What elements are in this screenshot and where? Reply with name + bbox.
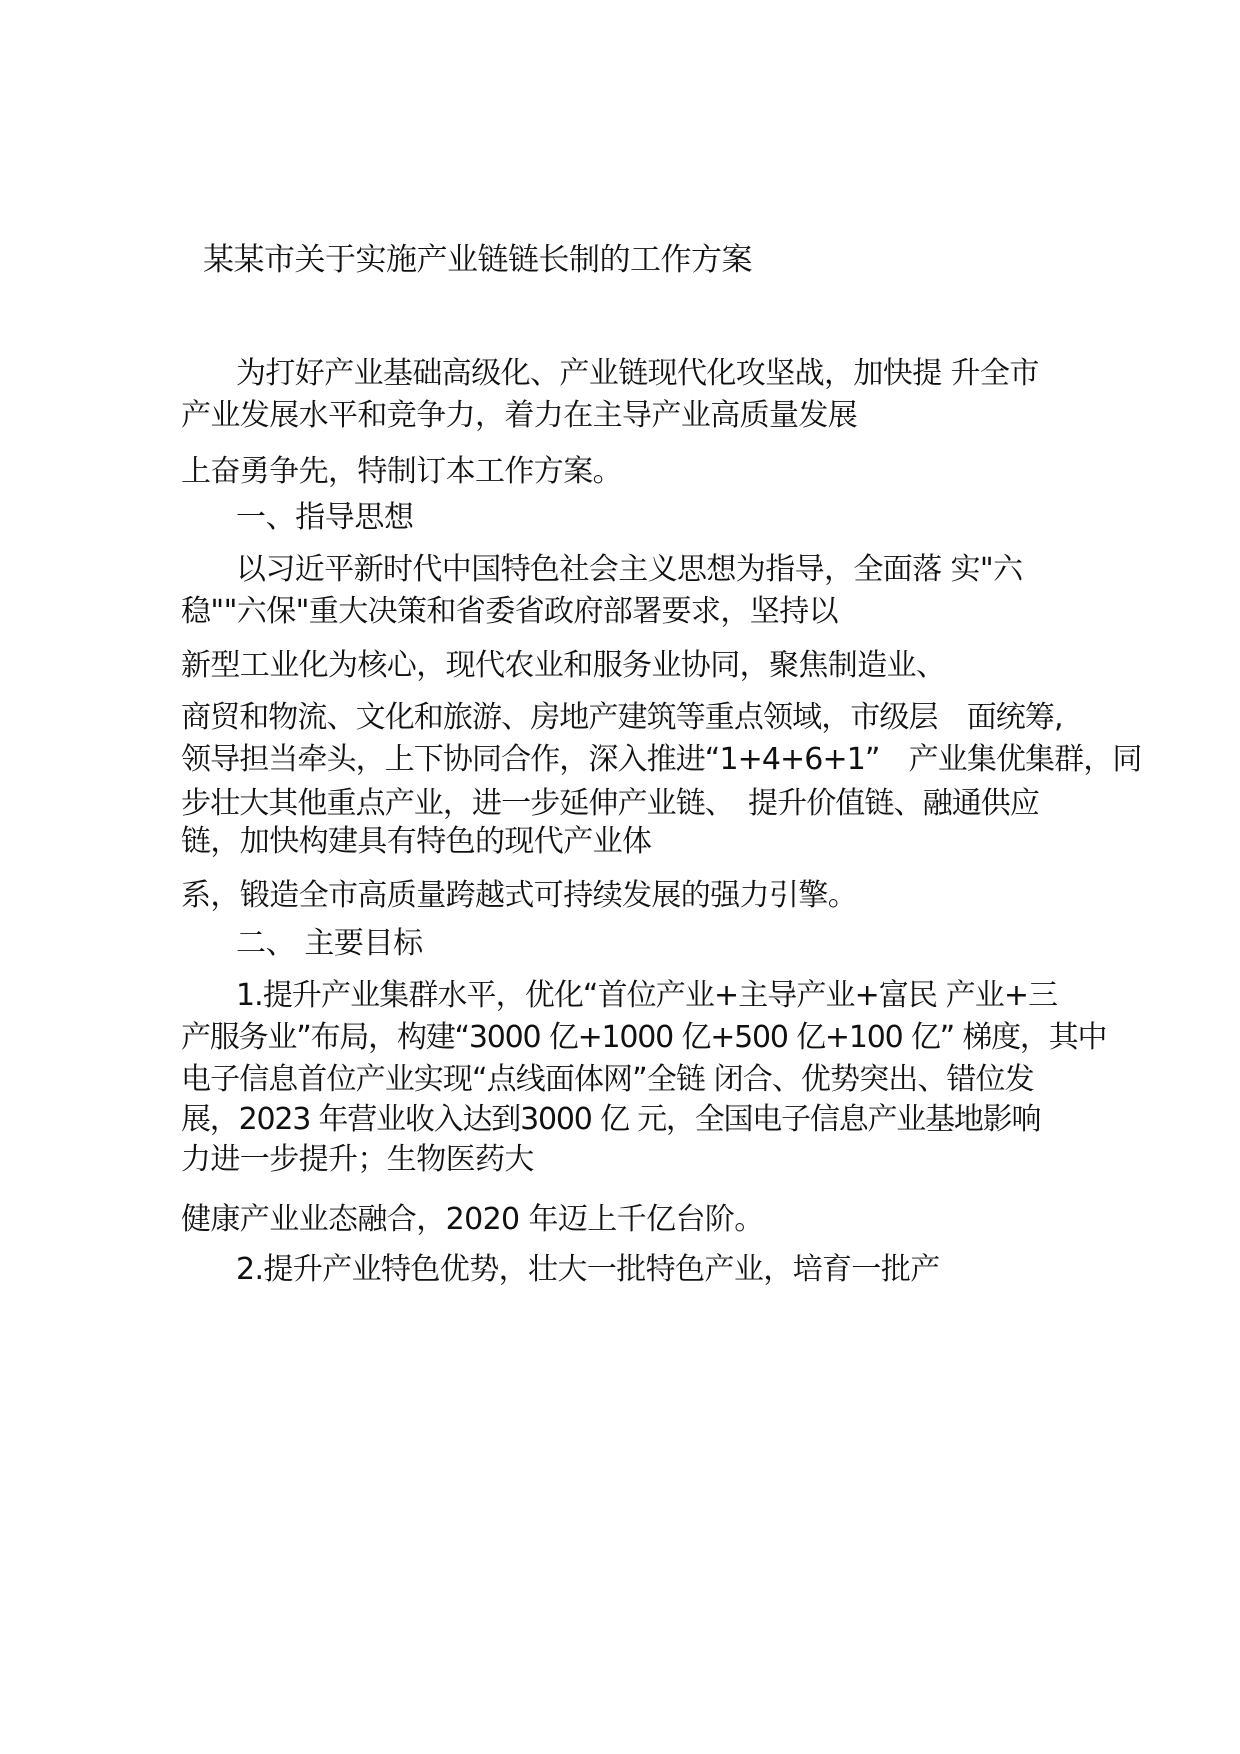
body-line: 步壮大其他重点产业，进一步延伸产业链、 提升价值链、融通供应 <box>181 786 1039 821</box>
body-line: 健康产业业态融合，2020 年迈上千亿台阶。 <box>181 1202 764 1237</box>
document-title: 某某市关于实施产业链链长制的工作方案 <box>203 242 752 278</box>
body-line: 商贸和物流、文化和旅游、房地产建筑等重点领域，市级层 面统筹, <box>181 700 1063 735</box>
body-line: 链，加快构建具有特色的现代产业体 <box>181 824 652 859</box>
body-line: 产业发展水平和竞争力，着力在主导产业高质量发展 <box>181 398 858 433</box>
section-heading: 二、 主要目标 <box>236 926 423 961</box>
body-line: 以习近平新时代中国特色社会主义思想为指导，全面落 实"六 <box>236 552 1023 587</box>
body-line: 力进一步提升；生物医药大 <box>181 1142 534 1177</box>
section-heading: 一、指导思想 <box>236 500 414 535</box>
body-line: 产服务业”布局，构建“3000 亿+1000 亿+500 亿+100 亿” 梯度，其中 <box>181 1020 1107 1055</box>
body-line: 1.提升产业集群水平，优化“首位产业+主导产业+富民 产业+三 <box>236 978 1058 1013</box>
body-line: 新型工业化为核心，现代农业和服务业协同，聚焦制造业、 <box>181 648 946 683</box>
body-line: 2.提升产业特色优势，壮大一批特色产业，培育一批产 <box>236 1252 940 1287</box>
body-line: 展，2023 年营业收入达到3000 亿 元，全国电子信息产业基地影响 <box>181 1102 1041 1137</box>
body-line: 为打好产业基础高级化、产业链现代化攻坚战，加快提 升全市 <box>236 356 1039 391</box>
body-line: 系，锻造全市高质量跨越式可持续发展的强力引擎。 <box>181 878 858 913</box>
body-line: 稳""六保"重大决策和省委省政府部署要求，坚持以 <box>181 594 838 629</box>
body-line: 上奋勇争先，特制订本工作方案。 <box>181 454 622 489</box>
body-line: 电子信息首位产业实现“点线面体网”全链 闭合、优势突出、错位发 <box>181 1062 1034 1097</box>
body-line: 领导担当牵头，上下协同合作，深入推进“1+4+6+1” 产业集优集群，同 <box>181 742 1142 777</box>
